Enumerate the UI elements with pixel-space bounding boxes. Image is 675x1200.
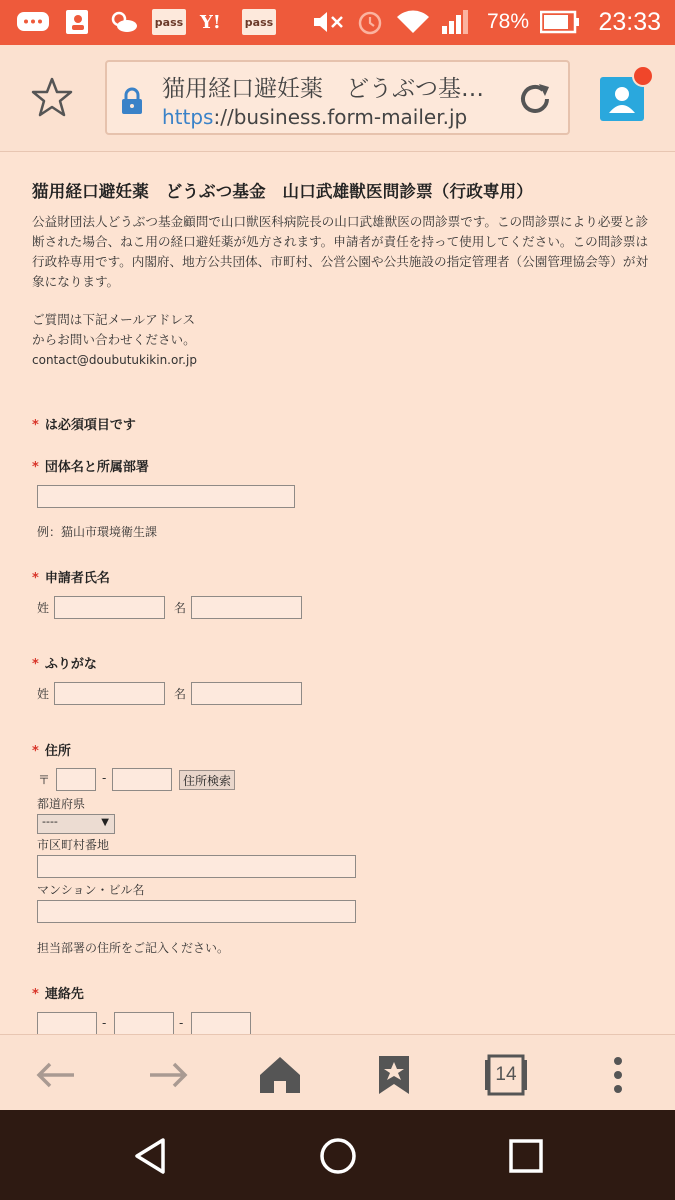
system-nav-bar bbox=[0, 1110, 675, 1200]
browser-toolbar bbox=[0, 45, 675, 152]
required-asterisk: * bbox=[32, 987, 39, 1002]
applicant-label bbox=[32, 567, 110, 586]
mute-icon bbox=[312, 9, 346, 35]
page-content bbox=[0, 152, 675, 1034]
furigana-last-name-label: 姓 bbox=[37, 687, 50, 701]
contact-info bbox=[32, 310, 197, 370]
phone-label bbox=[32, 983, 84, 1002]
first-name-input[interactable] bbox=[191, 596, 302, 619]
address-bar[interactable] bbox=[105, 60, 570, 135]
form-description: 公益財団法人どうぶつ基金顧問で山口獣医科病院長の山口武雄獣医の問診票です。この問診票により必要と診断された場合、ねこ用の経口避妊薬が処方されます。申請者が責任を持って使用してください。この問診票は行政枠専用です。内閣府、地方公共団体、市町村、公営公園や公共施設の指定管理者（公園管理協会等）が対象になります。 bbox=[32, 214, 649, 289]
org-label-text: 団体名と所属部署 bbox=[44, 460, 149, 475]
address-search-button[interactable]: 住所検索 bbox=[179, 770, 235, 790]
wifi-icon bbox=[396, 9, 430, 35]
prefecture-label: 都道府県 bbox=[37, 797, 86, 811]
first-name-label: 名 bbox=[174, 601, 187, 615]
postal-mark: 〒 bbox=[38, 773, 51, 787]
alarm-icon bbox=[356, 9, 384, 35]
notification-dot bbox=[632, 65, 654, 87]
contacts-icon bbox=[64, 9, 90, 35]
org-input[interactable] bbox=[37, 485, 295, 508]
postal-dash: - bbox=[102, 771, 107, 785]
clock: 23:33 bbox=[598, 8, 661, 36]
postal-code-first-input[interactable] bbox=[56, 768, 96, 791]
address-label bbox=[32, 740, 71, 759]
forward-arrow-icon[interactable] bbox=[146, 1053, 190, 1097]
prefecture-value: ---- bbox=[42, 815, 58, 828]
furigana-last-input[interactable] bbox=[54, 682, 165, 705]
form-title: 猫用経口避妊薬 どうぶつ基金 山口武雄獣医問診票（行政専用） bbox=[32, 182, 533, 201]
page-title: 猫用経口避妊薬 どうぶつ基… bbox=[162, 76, 484, 102]
battery-icon bbox=[540, 9, 580, 35]
furigana-first-name-label: 名 bbox=[174, 687, 187, 701]
system-recents-icon[interactable] bbox=[506, 1136, 546, 1176]
url-host: ://business.form-mailer.jp bbox=[213, 105, 468, 129]
signal-icon bbox=[440, 9, 470, 35]
home-icon[interactable] bbox=[258, 1053, 302, 1097]
furigana-label bbox=[32, 653, 97, 672]
required-asterisk: * bbox=[32, 418, 39, 433]
org-label bbox=[32, 456, 149, 475]
phone-second-input[interactable] bbox=[114, 1012, 174, 1034]
last-name-label: 姓 bbox=[37, 601, 50, 615]
browser-bottom-nav bbox=[0, 1034, 675, 1110]
address-label-text: 住所 bbox=[44, 744, 71, 759]
pass-app-icon: pass bbox=[242, 9, 276, 35]
phone-first-input[interactable] bbox=[37, 1012, 97, 1034]
building-label: マンション・ビル名 bbox=[37, 883, 145, 897]
last-name-input[interactable] bbox=[54, 596, 165, 619]
battery-percent: 78% bbox=[487, 10, 530, 33]
pass-app-icon: pass bbox=[152, 9, 186, 35]
city-label: 市区町村番地 bbox=[37, 838, 110, 852]
url-scheme: https bbox=[162, 105, 214, 129]
back-arrow-icon[interactable] bbox=[34, 1053, 78, 1097]
furigana-label-text: ふりがな bbox=[44, 657, 97, 672]
applicant-label-text: 申請者氏名 bbox=[44, 571, 110, 586]
building-input[interactable] bbox=[37, 900, 356, 923]
chat-notification-icon bbox=[16, 9, 50, 35]
dropdown-arrow-icon: ▼ bbox=[101, 817, 109, 828]
org-hint: 例：猫山市環境衛生課 bbox=[37, 525, 158, 539]
required-asterisk: * bbox=[32, 744, 39, 759]
phone-third-input[interactable] bbox=[191, 1012, 251, 1034]
status-bar bbox=[0, 0, 675, 45]
lock-icon bbox=[121, 87, 143, 119]
bookmarks-icon[interactable] bbox=[372, 1053, 416, 1097]
phone-dash-2: - bbox=[179, 1016, 184, 1030]
required-asterisk: * bbox=[32, 571, 39, 586]
contact-line-2: からお問い合わせください。 bbox=[32, 332, 196, 347]
required-asterisk: * bbox=[32, 460, 39, 475]
required-note-text: は必須項目です bbox=[44, 418, 136, 433]
contact-email: contact@doubutukikin.or.jp bbox=[32, 353, 197, 367]
bookmark-star-icon[interactable] bbox=[30, 75, 74, 119]
system-home-icon[interactable] bbox=[318, 1136, 358, 1176]
phone-dash-1: - bbox=[102, 1016, 107, 1030]
required-asterisk: * bbox=[32, 657, 39, 672]
more-options-icon[interactable] bbox=[596, 1053, 640, 1097]
tabs-icon[interactable] bbox=[484, 1053, 528, 1097]
tab-count: 14 bbox=[495, 1064, 517, 1085]
weather-icon bbox=[108, 9, 140, 35]
yahoo-icon: Y! bbox=[200, 11, 221, 33]
contact-line-1: ご質問は下記メールアドレス bbox=[32, 312, 196, 327]
prefecture-select[interactable] bbox=[37, 814, 115, 834]
city-input[interactable] bbox=[37, 855, 356, 878]
url-text bbox=[162, 105, 467, 129]
required-note bbox=[32, 414, 136, 433]
phone-label-text: 連絡先 bbox=[44, 987, 84, 1002]
postal-code-second-input[interactable] bbox=[112, 768, 172, 791]
address-hint: 担当部署の住所をご記入ください。 bbox=[37, 941, 230, 955]
system-back-icon[interactable] bbox=[131, 1136, 171, 1176]
reload-icon[interactable] bbox=[515, 79, 555, 119]
furigana-first-input[interactable] bbox=[191, 682, 302, 705]
